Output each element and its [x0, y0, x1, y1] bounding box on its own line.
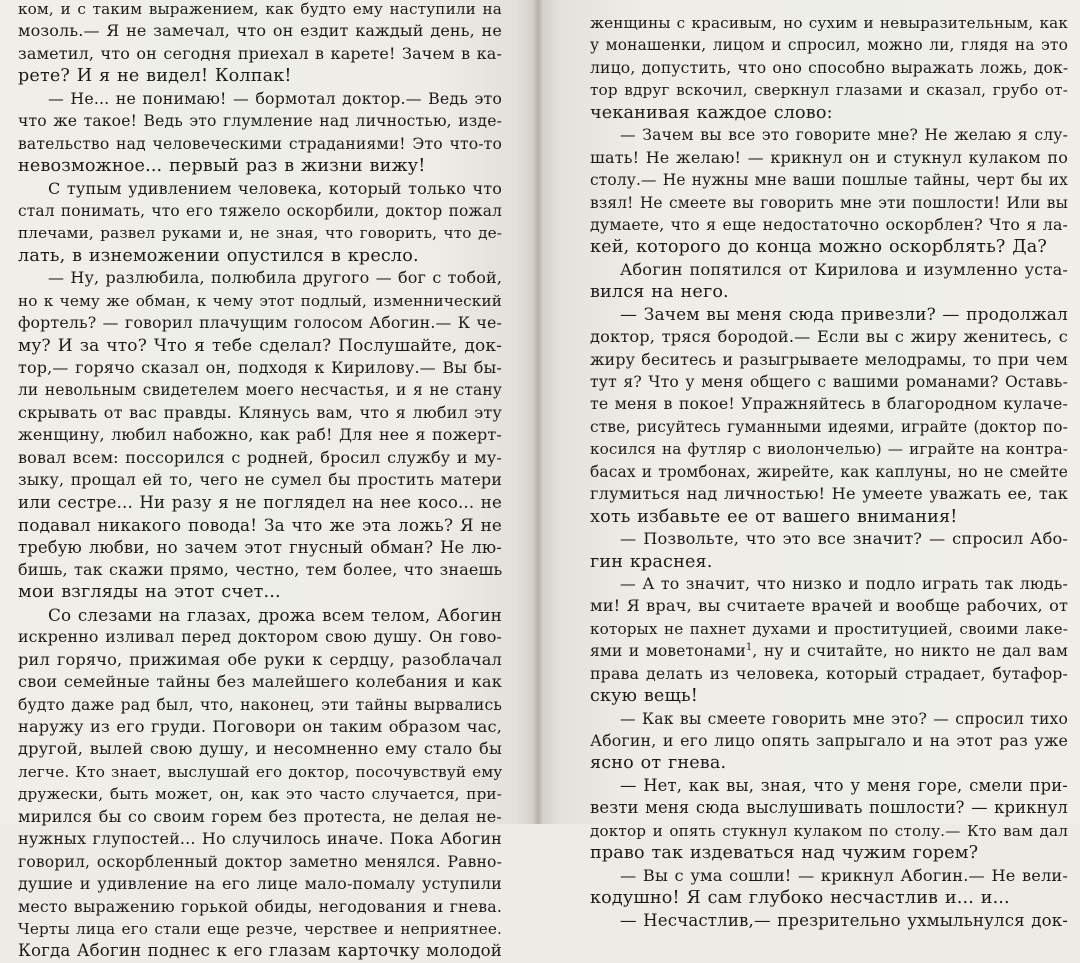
text-line [18, 178, 502, 200]
text-line-content: Когда Абогин поднес к его глазам карточку молодой [18, 941, 502, 961]
book-gutter-shadow [533, 0, 543, 824]
text-line-content: ми! Я врач, вы считаете врачей и вообще рабочих, от [590, 596, 1069, 616]
text-line [18, 245, 502, 267]
left-page [0, 0, 538, 961]
text-line-content: Черты лица его стали еще резче, черствее и неприятнее. [18, 919, 502, 938]
text-line [590, 752, 1068, 774]
text-line-content: требую любви, но зачем этот гнусный обман? Не лю- [18, 537, 502, 557]
text-line [18, 581, 502, 603]
text-line [18, 806, 502, 828]
text-line-content: Абогин попятился от Кирилова и изумленно уста- [620, 259, 1068, 279]
text-line-content: невозможное... первый раз в жизни вижу! [18, 156, 426, 177]
text-line [18, 65, 502, 87]
text-line [18, 155, 502, 177]
text-line [18, 828, 502, 850]
text-line [18, 402, 502, 424]
text-line-content: — Зачем вы все это говорите мне? Не желаю я слу- [620, 126, 1068, 145]
text-line [590, 842, 1068, 864]
left-page-text [18, 0, 502, 963]
text-line-content: тут я? Что у меня общего с вашими романами? Оставь- [590, 373, 1068, 391]
text-line-content: женщину, любил набожно, как раб! Для нее я пожерт- [18, 425, 502, 445]
text-line-content: столу.— Не нужны мне ваши пошлые тайны, черт бы их [590, 171, 1068, 190]
text-line-content: но к чему же обман, к чему этот подлый, изменнический [18, 291, 502, 310]
text-line [590, 416, 1068, 438]
text-line-content: искренно изливал перед доктором свою душу. Он гово- [18, 627, 502, 647]
text-line [590, 326, 1068, 348]
text-line-content: хоть избавьте ее от вашего внимания! [590, 506, 958, 527]
text-line [18, 469, 502, 491]
text-line-tail: , ну и считайте, но никто не дал вам [752, 642, 1068, 661]
text-line-content: чеканивая каждое слово: [590, 102, 833, 123]
text-line-content: другой, вылей свою душу, и несомненно ему стало бы [18, 739, 502, 759]
text-line [18, 918, 502, 940]
text-line [18, 200, 502, 222]
text-line [18, 0, 502, 20]
text-line [18, 694, 502, 716]
text-line-content: мозоль.— Я не замечал, что он ездит каждый день, не [18, 21, 502, 41]
text-line [590, 551, 1068, 573]
text-line-content: место выражению горькой обиды, негодования и гнева. [18, 896, 502, 916]
text-line-content: кодушно! Я сам глубоко несчастлив и... и... [590, 888, 1010, 909]
text-line-content: тор,— горячо сказал он, подходя к Кирилову.— Вы бы- [18, 358, 502, 377]
text-line [590, 192, 1068, 214]
text-line-content: ком, и с таким выражением, как будто ему наступили на [18, 0, 502, 18]
text-line-content: стве, рисуйтесь гуманными идеями, играйте (доктор по- [590, 417, 1068, 436]
text-line [590, 640, 1068, 662]
text-line [590, 371, 1068, 393]
text-line-content: доктор, тряся бородой.— Если вы с жиру женитесь, с [590, 327, 1068, 347]
text-line [590, 865, 1068, 887]
text-line [590, 483, 1068, 505]
text-line [18, 559, 502, 581]
text-line [590, 169, 1068, 191]
text-line-content: гин краснея. [590, 551, 713, 572]
text-line-content: басах и тромбонах, жирейте, как каплуны, но не смейте [590, 462, 1068, 481]
text-line-content: скую вещь! [590, 686, 698, 707]
text-line-content: которых не пахнет духами и проституцией, своими лаке- [590, 619, 1068, 638]
text-line [590, 304, 1068, 326]
text-line [590, 259, 1068, 281]
text-line-content: везти меня сюда выслушивать пошлости? — крикнул [590, 798, 1068, 818]
text-line [18, 133, 502, 155]
text-line [590, 730, 1068, 752]
text-line [18, 335, 502, 357]
text-line-content: что же такое! Ведь это глумление над личностью, изде- [18, 112, 502, 131]
text-line [590, 708, 1068, 730]
right-page-text [590, 12, 1068, 932]
text-line [590, 102, 1068, 124]
text-line-content: мирился бы со своим горем без протеста, не делая не- [18, 806, 502, 826]
text-line [18, 290, 502, 312]
text-line-content: фортель? — говорил плачущим голосом Абогин.— К че- [18, 313, 502, 333]
text-line-content: вовал всем: поссорился с родней, бросил службу и му- [18, 447, 502, 467]
text-line-content: кей, которого до конца можно оскорблять? Да? [590, 237, 1047, 258]
text-line [590, 124, 1068, 146]
text-line [18, 896, 502, 918]
text-line [18, 447, 502, 469]
text-line [18, 649, 502, 671]
text-line-content: лицо, допустить, что оно способно выражать ложь, док- [590, 58, 1069, 77]
text-line [18, 738, 502, 760]
text-line-content: му? И за что? Что я тебе сделал? Послушайте, док- [18, 335, 502, 356]
text-line-content: жиру беситесь и разыгрываете мелодрамы, то при чем [590, 349, 1068, 369]
text-line-content: подавал никакого повода! За что же эта ложь? Я не [18, 515, 502, 536]
text-line [18, 424, 502, 446]
text-line [18, 626, 502, 648]
text-line [590, 214, 1068, 236]
text-line-content: вательство над человеческими страданиями! Это что-то [18, 134, 502, 153]
text-line-content: — Как вы смеете говорить мне это? — спросил тихо [620, 709, 1068, 728]
text-line-content: женщины с красивым, но сухим и невыразительным, как [590, 14, 1068, 32]
text-line-content: — Зачем вы меня сюда привезли? — продолжал [620, 304, 1068, 325]
text-line-content: заметил, что он сегодня приехал в карете! Зачем в ка- [18, 43, 502, 63]
text-line-content: лать, в изнеможении опустился в кресло. [18, 245, 419, 266]
text-line [590, 775, 1068, 797]
text-line-content: — А то значит, что низко и подло играть так людь- [620, 573, 1068, 593]
text-line [590, 887, 1068, 909]
text-line-content: С тупым удивлением человека, который только что [48, 178, 502, 198]
text-line-content: доктор и опять стукнул кулаком по столу.— Кто вам дал [590, 821, 1068, 840]
text-line [18, 873, 502, 895]
text-line [18, 716, 502, 738]
text-line-content: косился на футляр с виолончелью) — играйте на контра- [590, 440, 1069, 459]
text-line [18, 20, 502, 42]
text-line-content: наружу из его груди. Поговори он таким образом час, [18, 717, 502, 736]
text-line [590, 685, 1068, 707]
text-line-content: — Нет, как вы, зная, что у меня горе, смели при- [620, 775, 1068, 795]
text-line-content: ями и моветонами [590, 642, 746, 661]
text-line-content: тор вдруг вскочил, сверкнул глазами и сказал, грубо от- [590, 81, 1068, 100]
text-line-content: нужных глупостей... Но случилось иначе. Пока Абогин [18, 829, 502, 849]
text-line [590, 12, 1068, 34]
text-line-content: легче. Кто знает, выслушай его доктор, посочувствуй ему [18, 762, 503, 781]
text-line [18, 379, 502, 401]
text-line-content: свои семейные тайны без малейшего колебания и как [18, 672, 502, 692]
text-line-content: вился на него. [590, 282, 729, 303]
text-line-content: Со слезами на глазах, дрожа всем телом, Абогин [48, 604, 502, 625]
text-line [590, 573, 1068, 595]
text-line [18, 492, 502, 514]
text-line-content: — Ну, разлюбила, полюбила другого — бог с тобой, [48, 268, 503, 288]
text-line-content: — Несчастлив,— презрительно ухмыльнулся док- [620, 910, 1069, 930]
text-line [18, 851, 502, 873]
text-line-content: скрывать от вас правды. Клянусь вам, что я любил эту [18, 402, 502, 422]
text-line [18, 514, 502, 536]
text-line [590, 663, 1068, 685]
text-line-content: право так издеваться над чужим горем? [590, 843, 979, 864]
text-line-content: шать! Не желаю! — крикнул он и стукнул кулаком по [590, 147, 1068, 167]
text-line [18, 43, 502, 65]
text-line-content: будто даже рад был, что, наконец, эти тайны вырвались [18, 695, 502, 714]
right-page [538, 0, 1080, 930]
text-line-content: говорил, оскорбленный доктор заметно менялся. Равно- [18, 852, 502, 871]
text-line [590, 797, 1068, 819]
text-line [590, 349, 1068, 371]
text-line [18, 671, 502, 693]
text-line [590, 618, 1068, 640]
text-line [590, 820, 1068, 842]
text-line-content: Абогин, и его лицо опять запрыгало и на этот раз уже [590, 731, 1068, 750]
text-line [18, 357, 502, 379]
text-line [18, 761, 502, 783]
text-line [18, 604, 502, 626]
text-line [18, 222, 502, 244]
text-line [18, 88, 502, 110]
text-line [590, 79, 1068, 101]
text-line [590, 57, 1068, 79]
text-line [590, 34, 1068, 56]
text-line-content: глумиться над личностью! Не умеете уважать ее, так [590, 484, 1068, 504]
text-line [590, 147, 1068, 169]
text-line-content: — Не... не понимаю! — бормотал доктор.— Ведь это [48, 88, 502, 108]
text-line [18, 312, 502, 334]
text-line [18, 267, 502, 289]
text-line-content: взял! Не смеете вы говорить мне эти пошлости! Или вы [590, 193, 1068, 212]
text-line-content: плечами, развел руками и, не зная, что говорить, что де- [18, 224, 502, 243]
text-line [590, 461, 1068, 483]
text-line-content: бишь, так скажи прямо, честно, тем более, что знаешь [18, 559, 503, 579]
text-line-content: — Позвольте, что это все значит? — спросил Або- [620, 529, 1068, 549]
text-line [590, 438, 1068, 460]
text-line [590, 281, 1068, 303]
text-line-content: думаете, что я еще недостаточно оскорблен? Что я ла- [590, 214, 1068, 234]
text-line-content: у монашенки, лицом и спросил, можно ли, глядя на это [590, 36, 1068, 55]
text-line-content: ли невольным свидетелем моего несчастья, и я не стану [18, 381, 502, 400]
text-line [18, 110, 502, 132]
text-line [590, 528, 1068, 550]
text-line-content: мои взгляды на этот счет... [18, 582, 281, 603]
text-line-content: или сестре... Ни разу я не поглядел на нее косо... не [18, 492, 502, 512]
text-line [18, 783, 502, 805]
text-line [590, 506, 1068, 528]
text-line-content: права делать из человека, который страдает, бутафор- [590, 663, 1068, 683]
text-line [590, 236, 1068, 258]
text-line-content: ясно от гнева. [590, 753, 727, 774]
footnote-marker: 1 [745, 642, 753, 654]
text-line-content: зыку, прощал ей то, чего не сумел бы простить матери [18, 470, 502, 490]
text-line [590, 595, 1068, 617]
text-line [18, 940, 502, 962]
text-line-content: дружески, быть может, он, как это часто случается, при- [18, 785, 502, 804]
text-line [590, 910, 1068, 932]
text-line-content: рете? И я не видел! Колпак! [18, 66, 292, 87]
text-line-content: стал понимать, что его тяжело оскорбили, доктор пожал [18, 201, 502, 220]
text-line-content: те меня в покое! Упражняйтесь в благородном кулаче- [590, 394, 1068, 414]
text-line-content: — Вы с ума сошли! — крикнул Абогин.— Не вели- [620, 865, 1068, 885]
text-line-content: рил горячо, прижимая обе руки к сердцу, разоблачал [18, 649, 502, 669]
text-line-content: душие и удивление на его лице мало-помалу уступили [18, 874, 502, 894]
text-line [18, 537, 502, 559]
text-line [590, 393, 1068, 415]
